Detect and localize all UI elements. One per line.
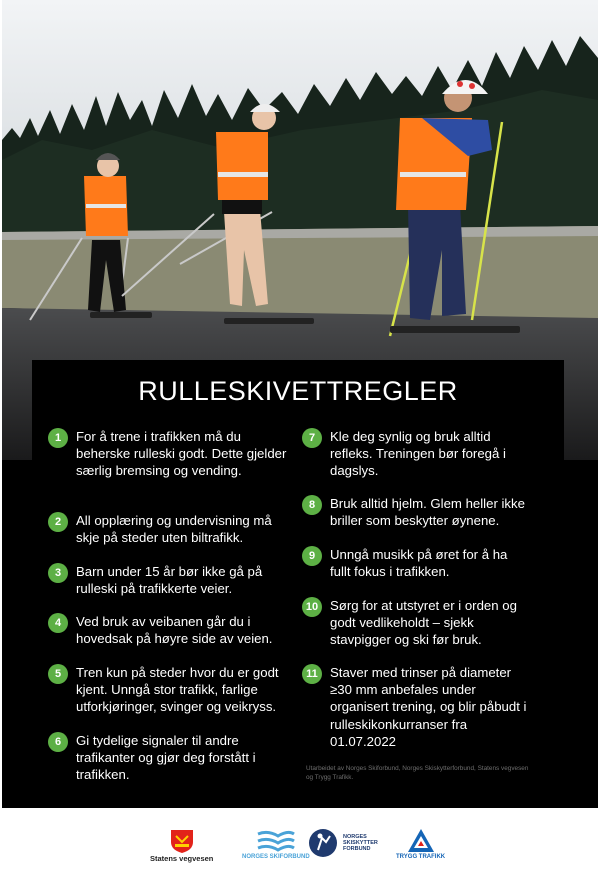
rule-text: For å trene i trafikken må du beherske rulleski godt. Dette gjelder særlig bremsing og vending. [76,429,287,479]
rule-2 [48,512,288,546]
trygg-trafikk-triangle-icon [407,828,435,854]
skiskytter-logo [308,828,378,858]
poster [2,0,598,808]
rule-number-badge: 9 [302,546,322,566]
poster-title: RULLESKIVETTREGLER [138,376,458,406]
rule-text: Unngå musikk på øret for å ha fullt fokus i trafikken. [330,547,508,580]
skiskytter-caption-1: NORGES [343,834,367,840]
rule-10 [302,597,530,649]
vegvesen-logo [150,828,213,863]
trygg-trafikk-logo [396,828,445,860]
rule-text: Gi tydelige signaler til andre trafikanter og gjør deg forstått i trafikken. [76,733,256,783]
rule-number-badge: 11 [302,664,322,684]
rule-9 [302,546,530,580]
rule-number-badge: 6 [48,732,68,752]
rule-4 [48,613,288,647]
vegvesen-caption: Statens vegvesen [150,854,214,863]
skiskytter-emblem-icon [308,828,338,858]
rule-number-badge: 8 [302,495,322,515]
skiskytter-caption-3: FORBUND [343,846,371,852]
rule-1 [48,428,288,480]
vegvesen-shield-icon [169,828,195,854]
rule-text: Sørg for at utstyret er i orden og godt vedlikeholdt – sjekk stavpigger og ski før bruk. [330,598,517,648]
rule-number-badge: 7 [302,428,322,448]
rule-text: Barn under 15 år bør ikke gå på rulleski på trafikkerte veier. [76,564,263,597]
rule-text: Tren kun på steder hvor du er godt kjent. Unngå stor trafikk, farlige utforkjøringer, svinger og veikryss. [76,665,279,715]
rule-number-badge: 2 [48,512,68,532]
rule-7 [302,428,530,480]
rule-number-badge: 5 [48,664,68,684]
rule-number-badge: 4 [48,613,68,633]
skiforbund-caption: NORGES SKIFORBUND [242,854,310,860]
rule-number-badge: 1 [48,428,68,448]
rule-3 [48,563,288,597]
trygg-trafikk-caption: TRYGG TRAFIKK [396,854,446,860]
rule-11 [302,664,530,750]
rule-8 [302,495,530,529]
rule-number-badge: 10 [302,597,322,617]
rules-panel [32,360,564,808]
rule-text: All opplæring og undervisning må skje på steder uten biltrafikk. [76,513,272,546]
rule-6 [48,732,288,784]
skiforbund-mark-icon [254,828,298,854]
rule-text: Staver med trinser på diameter ≥30 mm anbefales under organisert trening, og blir påbudt i rulleskikonkurranser fra 01.07.2022 [330,665,527,749]
credit-text: Utarbeidet av Norges Skiforbund, Norges Skiskytterforbund, Statens vegvesen og Trygg Trafikk. [306,765,529,781]
skiforbund-logo [242,828,310,860]
rule-text: Bruk alltid hjelm. Glem heller ikke briller som beskytter øynene. [330,496,525,529]
rule-text: Kle deg synlig og bruk alltid refleks. Treningen bør foregå i dagslys. [330,429,506,479]
rule-text: Ved bruk av veibanen går du i hovedsak på høyre side av veien. [76,614,273,647]
rule-number-badge: 3 [48,563,68,583]
rule-5 [48,664,288,716]
logo-strip [0,808,600,876]
skiskytter-caption-2: SKISKYTTER [343,840,378,846]
